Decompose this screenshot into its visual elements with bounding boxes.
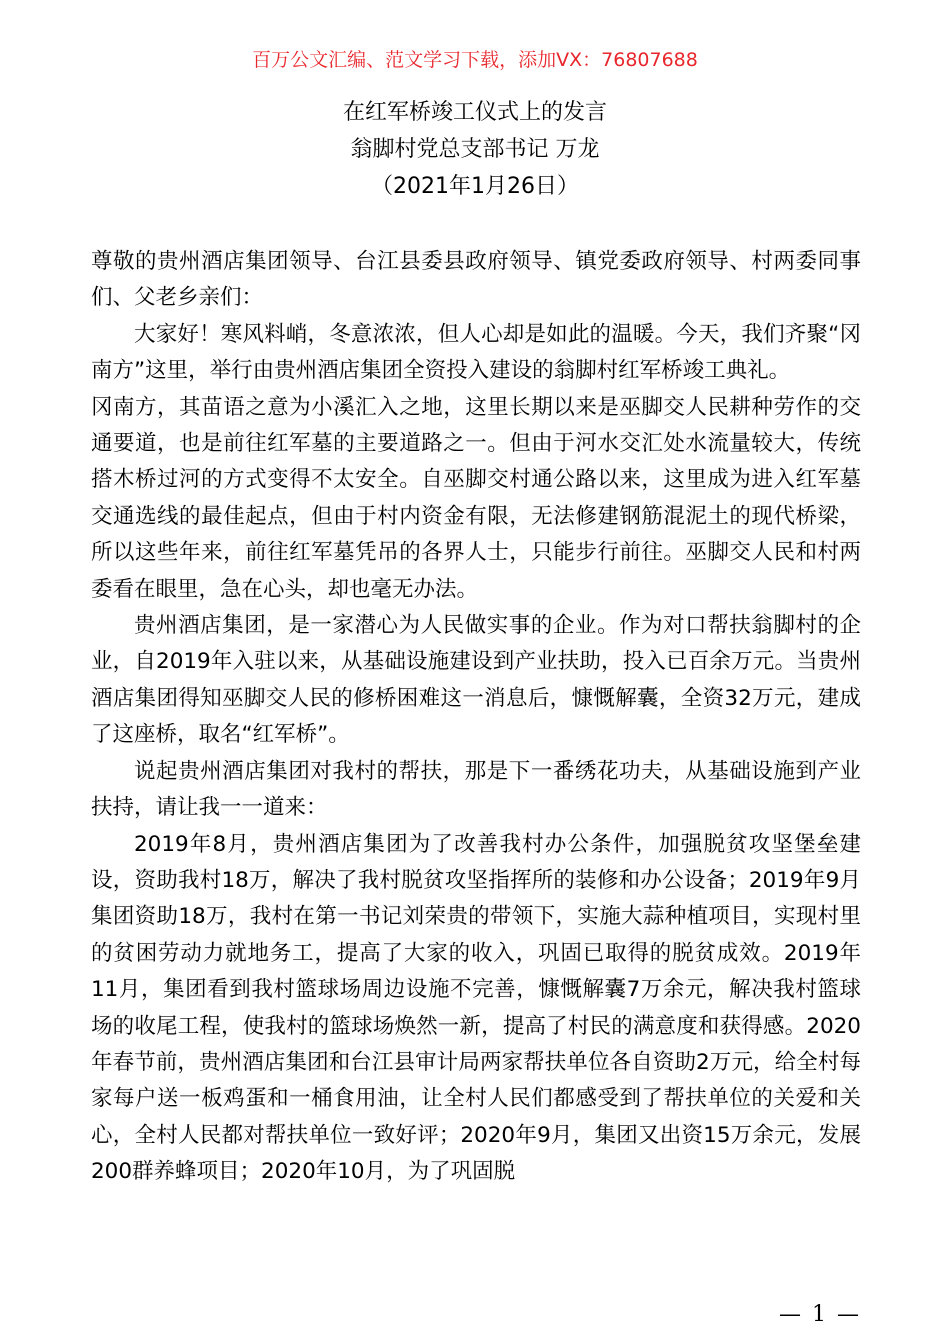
page-number: — 1 — — [779, 1302, 861, 1327]
paragraph-intro-support: 说起贵州酒店集团对我村的帮扶，那是下一番绣花功夫，从基础设施到产业扶持，请让我一一道来： — [91, 758, 861, 821]
document-body — [91, 244, 861, 1191]
salutation: 尊敬的贵州酒店集团领导、台江县委县政府领导、镇党委政府领导、村两委同事们、父老乡亲们： — [91, 249, 861, 311]
paragraph-greeting: 大家好！寒风料峭，冬意浓浓，但人心却是如此的温暖。今天，我们齐聚“冈南方”这里，举行由贵州酒店集团全资投入建设的翁脚村红军桥竣工典礼。 — [91, 321, 861, 384]
date-line: （2021年1月26日） — [371, 174, 579, 199]
paragraph-location: 冈南方，其苗语之意为小溪汇入之地，这里长期以来是巫脚交人民耕种劳作的交通要道，也是前往红军墓的主要道路之一。但由于河水交汇处水流量较大，传统搭木桥过河的方式变得不太安全。自巫脚交村通公路以来，这里成为进入红军墓交通选线的最佳起点，但由于村内资金有限，无法修建钢筋混泥土的现代桥梁，所以这些年来，前往红军墓凭吊的各界人士，只能步行前往。巫脚交人民和村两委看在眼里，急在心头，却也毫无办法。 — [91, 394, 861, 602]
paragraph-support-details: 2019年8月，贵州酒店集团为了改善我村办公条件，加强脱贫攻坚堡垒建设，资助我村18万，解决了我村脱贫攻坚指挥所的装修和办公设备；2019年9月集团资助18万，我村在第一书记刘荣贵的带领下，实施大蒜种植项目，实现村里的贫困劳动力就地务工，提高了大家的收入，巩固已取得的脱贫成效。2019年11月，集团看到我村篮球场周边设施不完善，慷慨解囊7万余元，解决我村篮球场的收尾工程，使我村的篮球场焕然一新，提高了村民的满意度和获得感。2020年春节前，贵州酒店集团和台江县审计局两家帮扶单位各自资助2万元，给全村每家每户送一板鸡蛋和一桶食用油，让全村人民们都感受到了帮扶单位的关爱和关心，全村人民都对帮扶单位一致好评；2020年9月，集团又出资15万余元，发展200群养蜂项目；2020年10月，为了巩固脱 — [91, 831, 861, 1185]
paragraph-company: 贵州酒店集团，是一家潜心为人民做实事的企业。作为对口帮扶翁脚村的企业，自2019年入驻以来，从基础设施建设到产业扶助，投入已百余万元。当贵州酒店集团得知巫脚交人民的修桥困难这一消息后，慷慨解囊，全资32万元，建成了这座桥，取名“红军桥”。 — [91, 613, 861, 748]
document-title: 在红军桥竣工仪式上的发言 — [342, 100, 607, 125]
speaker-line: 翁脚村党总支部书记 万龙 — [350, 137, 600, 162]
promo-banner: 百万公文汇编、范文学习下载，添加VX：76807688 — [252, 49, 698, 71]
